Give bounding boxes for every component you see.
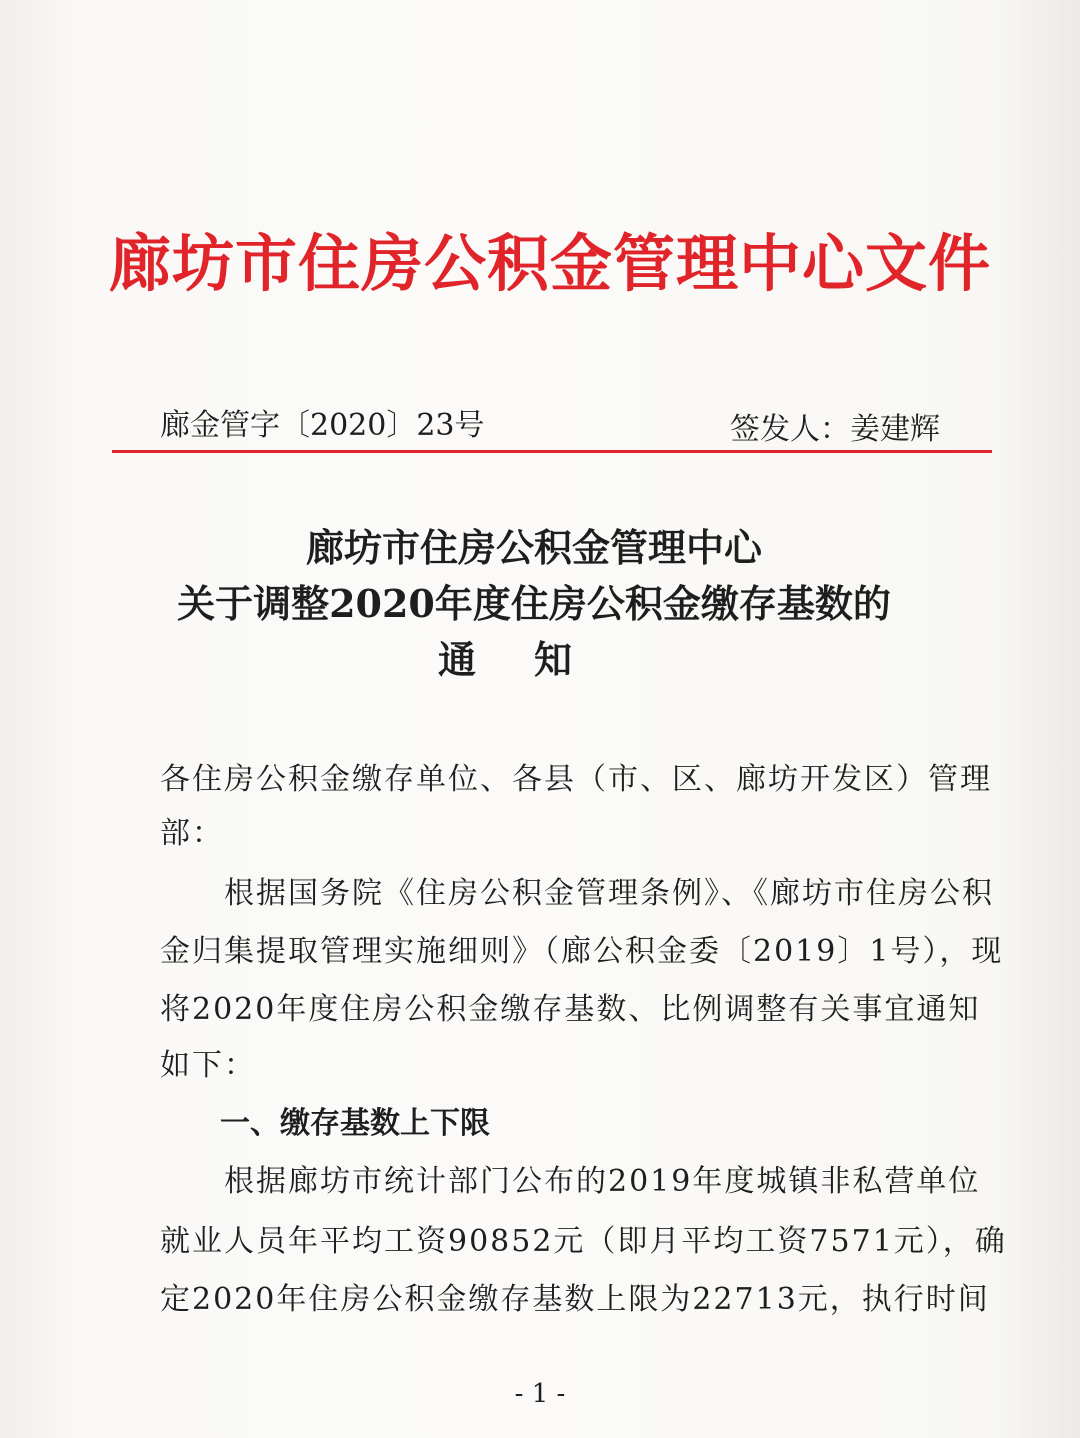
issuer: 签发人：姜建辉 [730, 412, 940, 447]
body-line: 各住房公积金缴存单位、各县（市、区、廊坊开发区）管理 [160, 762, 992, 797]
body-line: 根据国务院《住房公积金管理条例》、《廊坊市住房公积 [160, 876, 994, 911]
body-line: 部： [160, 816, 224, 851]
body-line: 定2020年住房公积金缴存基数上限为22713元，执行时间 [160, 1282, 990, 1317]
body-line: 如下： [160, 1048, 256, 1083]
notice-title-line-1: 廊坊市住房公积金管理中心 [305, 525, 762, 570]
document-number: 廊金管字〔2020〕23号 [160, 408, 485, 443]
body-line: 金归集提取管理实施细则》（廊公积金委〔2019〕1号），现 [160, 934, 1004, 969]
masthead-title: 廊坊市住房公积金管理中心文件 [108, 227, 991, 300]
red-divider [112, 450, 992, 453]
body-line: 根据廊坊市统计部门公布的2019年度城镇非私营单位 [160, 1164, 981, 1199]
section-heading: 一、缴存基数上下限 [220, 1106, 490, 1141]
notice-title-line-2: 关于调整2020年度住房公积金缴存基数的 [177, 581, 891, 626]
page-number: - 1 - [514, 1379, 566, 1409]
body-line: 就业人员年平均工资90852元（即月平均工资7571元），确 [160, 1224, 1007, 1259]
notice-title-line-3: 通知 [437, 637, 630, 682]
body-line: 将2020年度住房公积金缴存基数、比例调整有关事宜通知 [160, 992, 981, 1027]
